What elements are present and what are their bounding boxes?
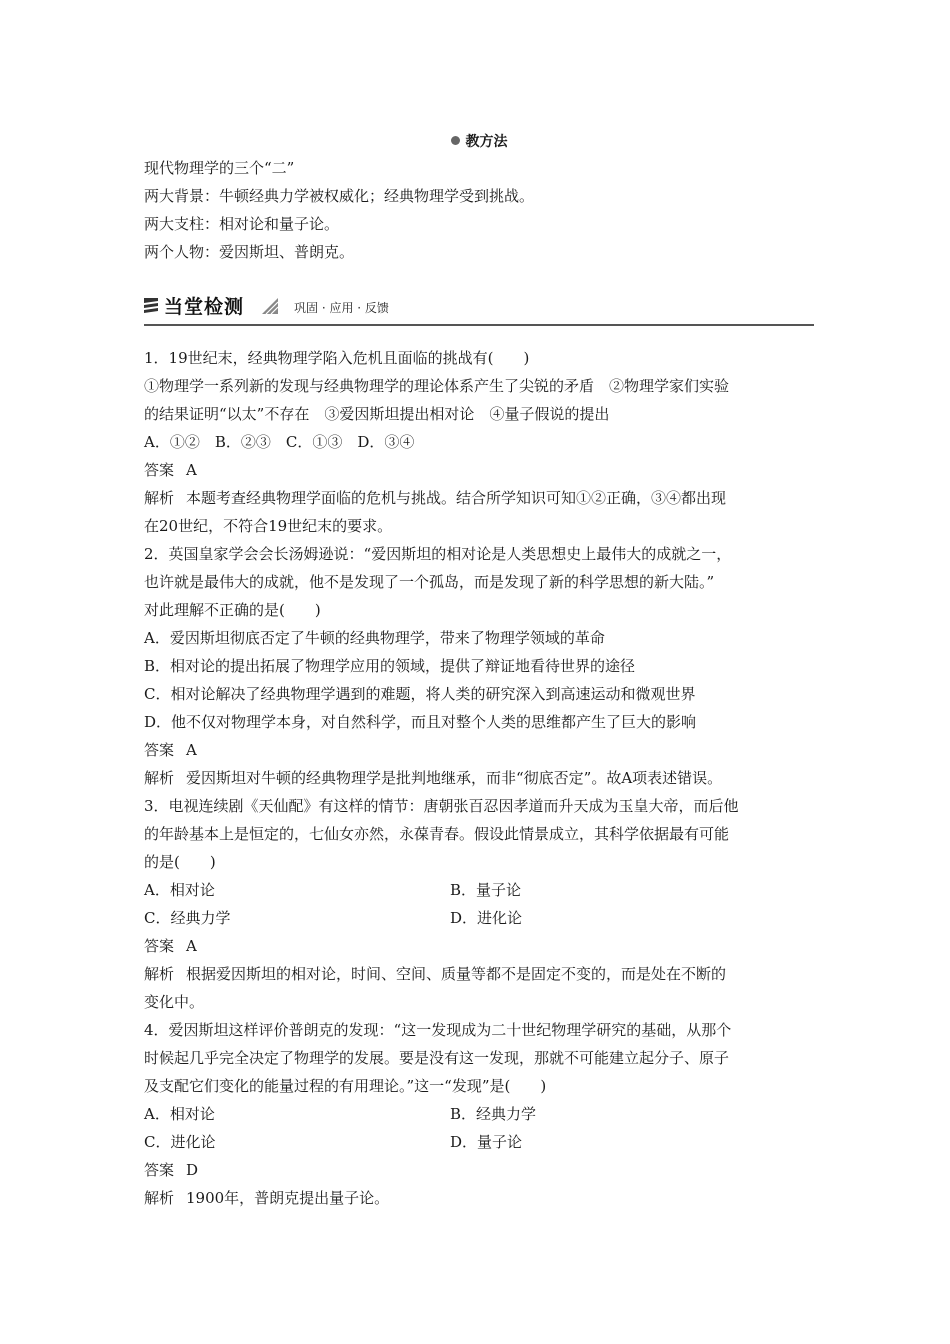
question-stem: 及支配它们变化的能量过程的有用理论。”这一“发现”是( ) — [144, 1077, 547, 1095]
answer-line — [144, 1156, 814, 1184]
question-stem: ①物理学一系列新的发现与经典物理学的理论体系产生了尖锐的矛盾 ②物理学家们实验 — [144, 377, 730, 395]
analysis-label: 解析 — [144, 489, 175, 507]
method-block — [144, 154, 814, 266]
analysis-line: 解析 本题考查经典物理学面临的危机与挑战。结合所学知识可知①②正确，③④都出现 — [144, 484, 814, 512]
answer-label: 答案 — [144, 937, 175, 955]
question-stem: 的结果证明“以太”不存在 ③爱因斯坦提出相对论 ④量子假说的提出 — [144, 405, 610, 423]
analysis-line: 解析 1900年，普朗克提出量子论。 — [144, 1184, 814, 1212]
option: B．量子论 — [450, 881, 522, 899]
option: A．相对论 — [144, 881, 215, 899]
question-options: A．①② B．②③ C．①③ D．③④ — [144, 433, 415, 451]
question-stem: 1．19世纪末，经典物理学陷入危机且面临的挑战有( ) — [144, 349, 530, 367]
stripes-icon — [144, 298, 158, 314]
option-row — [144, 876, 814, 904]
answer-value: A — [186, 937, 197, 955]
section-header — [144, 284, 814, 326]
option: D．量子论 — [450, 1133, 523, 1151]
question-stem: 也许就是最伟大的成就，他不是发现了一个孤岛，而是发现了新的科学思想的新大陆。” — [144, 573, 715, 591]
answer-label: 答案 — [144, 1161, 175, 1179]
method-heading: 教方法 — [144, 130, 814, 154]
method-line: 两个人物：爱因斯坦、普朗克。 — [144, 243, 355, 261]
analysis-label: 解析 — [144, 965, 175, 983]
question-2 — [144, 540, 814, 792]
analysis-line: 解析 爱因斯坦对牛顿的经典物理学是批判地继承，而非“彻底否定”。故A项表述错误。 — [144, 764, 814, 792]
answer-label: 答案 — [144, 741, 175, 759]
option-row — [144, 1100, 814, 1128]
question-stem: 4．爱因斯坦这样评价普朗克的发现：“这一发现成为二十世纪物理学研究的基础，从那个 — [144, 1021, 732, 1039]
question-3 — [144, 792, 814, 1016]
answer-value: A — [186, 741, 197, 759]
method-line: 两大支柱：相对论和量子论。 — [144, 215, 340, 233]
answer-label: 答案 — [144, 461, 175, 479]
answer-line — [144, 456, 814, 484]
option: D．进化论 — [450, 909, 523, 927]
section-title: 当堂检测 — [164, 296, 245, 318]
question-4 — [144, 1016, 814, 1212]
answer-value: D — [186, 1161, 199, 1179]
option: A．相对论 — [144, 1105, 215, 1123]
answer-line — [144, 736, 814, 764]
question-1 — [144, 344, 814, 540]
analysis-line: 解析 根据爱因斯坦的相对论，时间、空间、质量等都不是固定不变的，而是处在不断的 — [144, 960, 814, 988]
question-list — [144, 344, 814, 1212]
analysis-line: 变化中。 — [144, 993, 205, 1011]
answer-value: A — [186, 461, 197, 479]
option: D．他不仅对物理学本身，对自然科学，而且对整个人类的思维都产生了巨大的影响 — [144, 713, 697, 731]
analysis-line: 在20世纪，不符合19世纪末的要求。 — [144, 517, 393, 535]
question-stem: 时候起几乎完全决定了物理学的发展。要是没有这一发现，那就不可能建立起分子、原子 — [144, 1049, 730, 1067]
document-page — [144, 130, 814, 1212]
method-line: 现代物理学的三个“二” — [144, 159, 295, 177]
question-stem: 的是( ) — [144, 853, 216, 871]
option: C．经典力学 — [144, 909, 231, 927]
section-subtitle: 巩固 · 应用 · 反馈 — [294, 301, 389, 315]
question-stem: 2．英国皇家学会会长汤姆逊说：“爱因斯坦的相对论是人类思想史上最伟大的成就之一， — [144, 545, 732, 563]
option-row — [144, 904, 814, 932]
method-line: 两大背景：牛顿经典力学被权威化；经典物理学受到挑战。 — [144, 187, 535, 205]
question-stem: 3．电视连续剧《天仙配》有这样的情节：唐朝张百忍因孝道而升天成为玉皇大帝，而后他 — [144, 797, 739, 815]
option: B．经典力学 — [450, 1105, 537, 1123]
analysis-label: 解析 — [144, 769, 175, 787]
question-stem: 对此理解不正确的是( ) — [144, 601, 321, 619]
option: C．进化论 — [144, 1133, 216, 1151]
option: A．爱因斯坦彻底否定了牛顿的经典物理学，带来了物理学领域的革命 — [144, 629, 605, 647]
answer-line — [144, 932, 814, 960]
option: B．相对论的提出拓展了物理学应用的领域，提供了辩证地看待世界的途径 — [144, 657, 636, 675]
option-row — [144, 1128, 814, 1156]
option: C．相对论解决了经典物理学遇到的难题，将人类的研究深入到高速运动和微观世界 — [144, 685, 696, 703]
analysis-label: 解析 — [144, 1189, 175, 1207]
triangle-decoration-icon — [262, 298, 278, 314]
bullet-dot-icon — [451, 136, 460, 145]
question-stem: 的年龄基本上是恒定的，七仙女亦然，永葆青春。假设此情景成立，其科学依据最有可能 — [144, 825, 730, 843]
